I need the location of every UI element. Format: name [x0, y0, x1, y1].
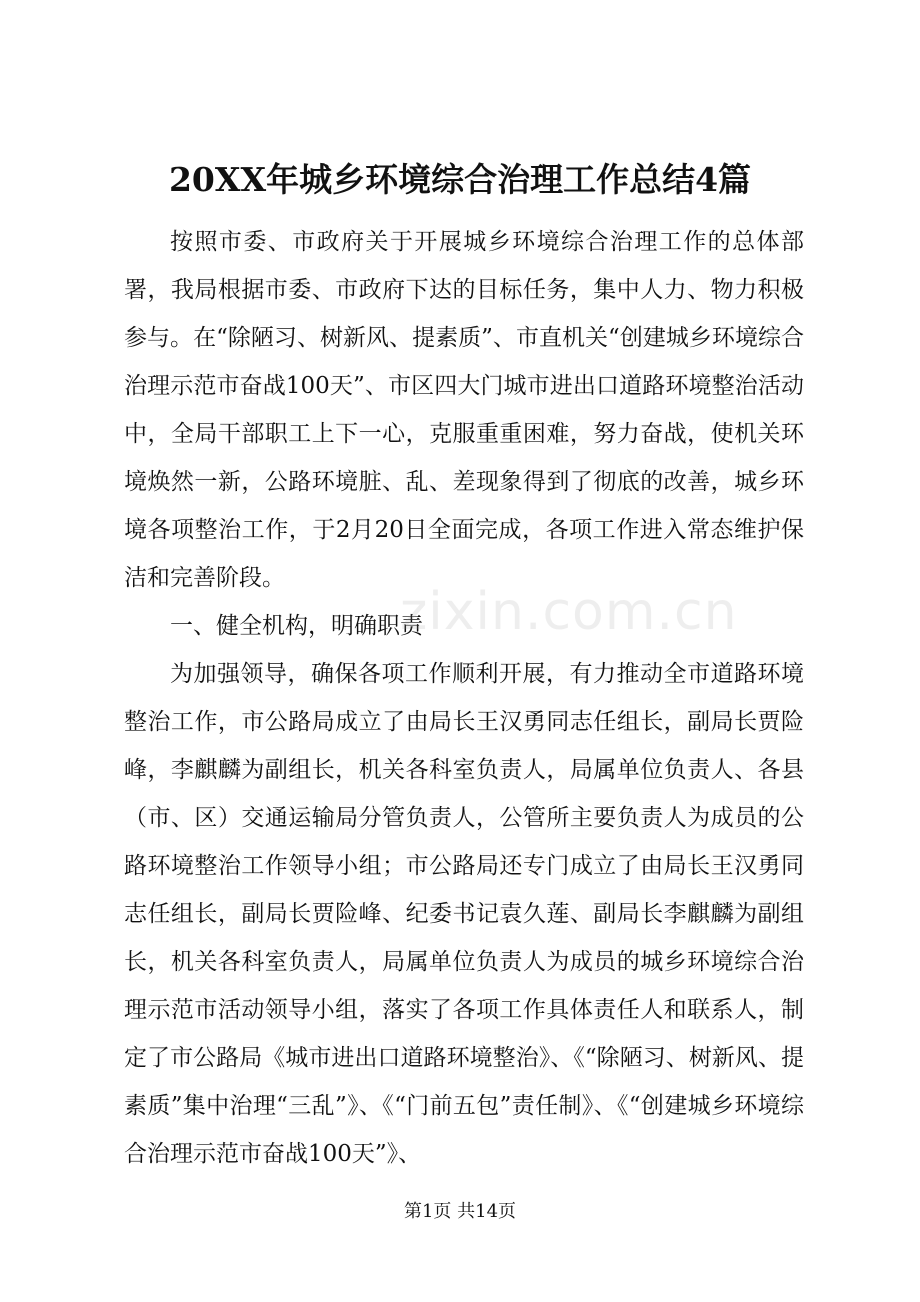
- paragraph-organization: 为加强领导，确保各项工作顺利开展，有力推动全市道路环境整治工作，市公路局成立了由局长王汉勇同志任组长，副局长贾险峰，李麒麟为副组长，机关各科室负责人，局属单位负责人、各县（市、区）交通运输局分管负责人，公管所主要负责人为成员的公路环境整治工作领导小组；市公路局还专门成立了由局长王汉勇同志任组长，副局长贾险峰、纪委书记袁久莲、副局长李麒麟为副组长，机关各科室负责人，局属单位负责人为成员的城乡环境综合治理示范市活动领导小组，落实了各项工作具体责任人和联系人，制定了市公路局《城市进出口道路环境整治》、《“除陋习、树新风、提素质”集中治理“三乱”》、《“门前五包”责任制》、《“创建城乡环境综合治理示范市奋战100天”》、: [124, 661, 804, 1167]
- section-heading: 一、健全机构，明确职责: [170, 613, 423, 639]
- page-footer: 第1页 共14页: [403, 1201, 517, 1222]
- document-title: 20XX年城乡环境综合治理工作总结4篇: [168, 160, 752, 199]
- document-body: [124, 218, 804, 1178]
- paragraph-intro: 按照市委、市政府关于开展城乡环境综合治理工作的总体部署，我局根据市委、市政府下达的目标任务，集中人力、物力积极参与。在“除陋习、树新风、提素质”、市直机关“创建城乡环境综合治理示范市奋战100天”、市区四大门城市进出口道路环境整治活动中，全局干部职工上下一心，克服重重困难，努力奋战，使机关环境焕然一新，公路环境脏、乱、差现象得到了彻底的改善，城乡环境各项整治工作，于2月20日全面完成，各项工作进入常态维护保洁和完善阶段。: [124, 229, 804, 591]
- watermark: zixin.com.cn: [400, 582, 738, 642]
